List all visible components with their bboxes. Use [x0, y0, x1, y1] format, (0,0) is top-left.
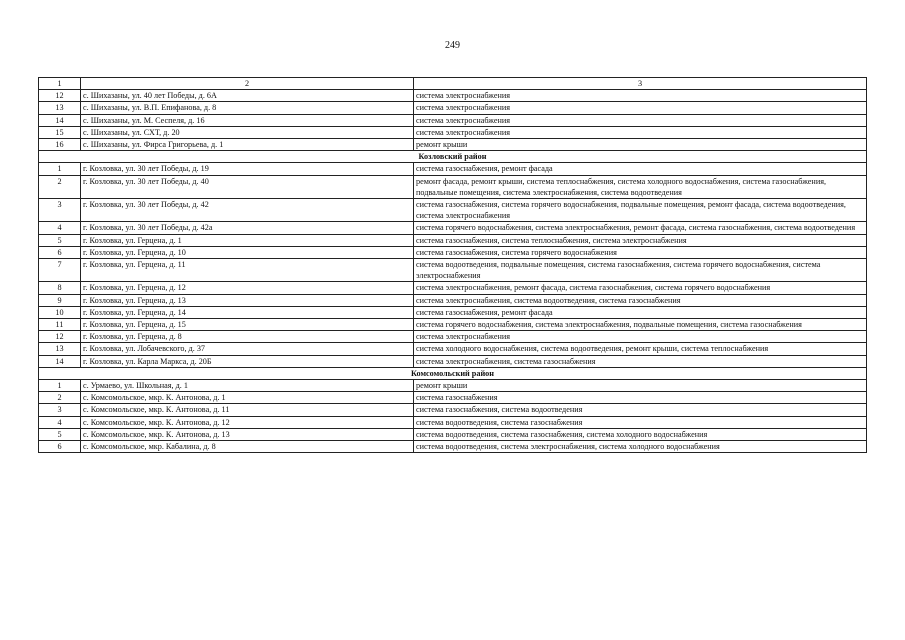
- table-row: [39, 139, 867, 151]
- row-number: 6: [39, 246, 81, 258]
- row-number: 16: [39, 139, 81, 151]
- works-cell: система газоснабжения, система водоотведения: [414, 404, 867, 416]
- table-row: [39, 319, 867, 331]
- row-number: 3: [39, 404, 81, 416]
- address-cell: с. Комсомольское, мкр. К. Антонова, д. 12: [81, 416, 414, 428]
- table-row: [39, 222, 867, 234]
- works-cell: система электроснабжения: [414, 102, 867, 114]
- address-cell: г. Козловка, ул. Герцена, д. 10: [81, 246, 414, 258]
- table-row: [39, 355, 867, 367]
- row-number: 10: [39, 306, 81, 318]
- address-cell: г. Козловка, ул. 30 лет Победы, д. 42: [81, 199, 414, 222]
- row-number: 4: [39, 416, 81, 428]
- address-cell: с. Шихазаны, ул. М. Сеспеля, д. 16: [81, 114, 414, 126]
- table-row: [39, 306, 867, 318]
- table-row: [39, 90, 867, 102]
- table-row: [39, 392, 867, 404]
- table-row: [39, 199, 867, 222]
- table-row: [39, 331, 867, 343]
- works-cell: система электроснабжения: [414, 90, 867, 102]
- section-row: [39, 151, 867, 163]
- row-number: 2: [39, 392, 81, 404]
- table-row: [39, 404, 867, 416]
- address-cell: г. Козловка, ул. Лобачевского, д. 37: [81, 343, 414, 355]
- header-col-2: 2: [81, 78, 414, 90]
- table-row: [39, 175, 867, 198]
- address-cell: с. Шихазаны, ул. Фирса Григорьева, д. 1: [81, 139, 414, 151]
- works-cell: ремонт фасада, ремонт крыши, система теплоснабжения, система холодного водоснабжения, система газоснабжения, подвальные помещения, система электроснабжения, система водоотведения: [414, 175, 867, 198]
- works-cell: ремонт крыши: [414, 380, 867, 392]
- works-cell: система газоснабжения, система горячего водоснабжения, подвальные помещения, ремонт фасада, система водоотведения, система электроснабжения: [414, 199, 867, 222]
- table-body: [39, 90, 867, 453]
- works-cell: система электроснабжения, система водоотведения, система газоснабжения: [414, 294, 867, 306]
- row-number: 5: [39, 428, 81, 440]
- section-row: [39, 367, 867, 379]
- address-cell: г. Козловка, ул. Герцена, д. 8: [81, 331, 414, 343]
- table-row: [39, 428, 867, 440]
- address-cell: с. Комсомольское, мкр. К. Антонова, д. 13: [81, 428, 414, 440]
- works-cell: система газоснабжения: [414, 392, 867, 404]
- table-row: [39, 282, 867, 294]
- works-cell: система горячего водоснабжения, система электроснабжения, ремонт фасада, система газоснабжения, система водоотведения: [414, 222, 867, 234]
- works-cell: система газоснабжения, ремонт фасада: [414, 163, 867, 175]
- works-cell: система электроснабжения: [414, 126, 867, 138]
- works-cell: система водоотведения, система газоснабжения, система холодного водоснабжения: [414, 428, 867, 440]
- row-number: 1: [39, 163, 81, 175]
- row-number: 14: [39, 355, 81, 367]
- section-title: Козловский район: [39, 151, 867, 163]
- row-number: 8: [39, 282, 81, 294]
- row-number: 7: [39, 259, 81, 282]
- address-cell: с. Комсомольское, мкр. К. Антонова, д. 1: [81, 392, 414, 404]
- works-cell: система электроснабжения: [414, 114, 867, 126]
- row-number: 6: [39, 441, 81, 453]
- works-cell: система электроснабжения: [414, 331, 867, 343]
- works-cell: система водоотведения, подвальные помещения, система газоснабжения, система горячего водоснабжения, система электроснабжения: [414, 259, 867, 282]
- table-row: [39, 380, 867, 392]
- works-cell: система электроснабжения, система газоснабжения: [414, 355, 867, 367]
- works-cell: система электроснабжения, ремонт фасада, система газоснабжения, система горячего водоснабжения: [414, 282, 867, 294]
- address-cell: г. Козловка, ул. Карла Маркса, д. 20Б: [81, 355, 414, 367]
- header-row: [39, 78, 867, 90]
- address-cell: г. Козловка, ул. Герцена, д. 1: [81, 234, 414, 246]
- row-number: 3: [39, 199, 81, 222]
- address-cell: с. Комсомольское, мкр. Кабалина, д. 8: [81, 441, 414, 453]
- address-cell: с. Урмаево, ул. Школьная, д. 1: [81, 380, 414, 392]
- works-cell: система холодного водоснабжения, система водоотведения, ремонт крыши, система теплоснабжения: [414, 343, 867, 355]
- address-cell: г. Козловка, ул. Герцена, д. 15: [81, 319, 414, 331]
- table-row: [39, 234, 867, 246]
- works-cell: система горячего водоснабжения, система электроснабжения, подвальные помещения, система газоснабжения: [414, 319, 867, 331]
- table-row: [39, 102, 867, 114]
- address-cell: г. Козловка, ул. 30 лет Победы, д. 19: [81, 163, 414, 175]
- table-row: [39, 343, 867, 355]
- table-row: [39, 163, 867, 175]
- address-cell: г. Козловка, ул. Герцена, д. 14: [81, 306, 414, 318]
- repair-table: [38, 77, 867, 453]
- row-number: 13: [39, 102, 81, 114]
- section-title: Комсомольский район: [39, 367, 867, 379]
- row-number: 14: [39, 114, 81, 126]
- table-row: [39, 114, 867, 126]
- works-cell: система водоотведения, система газоснабжения: [414, 416, 867, 428]
- row-number: 9: [39, 294, 81, 306]
- table-row: [39, 259, 867, 282]
- row-number: 12: [39, 331, 81, 343]
- address-cell: г. Козловка, ул. Герцена, д. 13: [81, 294, 414, 306]
- row-number: 12: [39, 90, 81, 102]
- works-cell: система газоснабжения, система теплоснабжения, система электроснабжения: [414, 234, 867, 246]
- table-row: [39, 441, 867, 453]
- address-cell: с. Шихазаны, ул. 40 лет Победы, д. 6А: [81, 90, 414, 102]
- address-cell: г. Козловка, ул. 30 лет Победы, д. 42а: [81, 222, 414, 234]
- works-cell: система газоснабжения, система горячего водоснабжения: [414, 246, 867, 258]
- works-cell: система водоотведения, система электроснабжения, система холодного водоснабжения: [414, 441, 867, 453]
- address-cell: г. Козловка, ул. 30 лет Победы, д. 40: [81, 175, 414, 198]
- address-cell: с. Шихазаны, ул. СХТ, д. 20: [81, 126, 414, 138]
- address-cell: г. Козловка, ул. Герцена, д. 11: [81, 259, 414, 282]
- works-cell: ремонт крыши: [414, 139, 867, 151]
- works-cell: система газоснабжения, ремонт фасада: [414, 306, 867, 318]
- header-col-1: 1: [39, 78, 81, 90]
- row-number: 13: [39, 343, 81, 355]
- row-number: 5: [39, 234, 81, 246]
- address-cell: с. Шихазаны, ул. В.П. Епифанова, д. 8: [81, 102, 414, 114]
- row-number: 4: [39, 222, 81, 234]
- header-col-3: 3: [414, 78, 867, 90]
- table-row: [39, 246, 867, 258]
- table-row: [39, 126, 867, 138]
- row-number: 1: [39, 380, 81, 392]
- address-cell: г. Козловка, ул. Герцена, д. 12: [81, 282, 414, 294]
- row-number: 11: [39, 319, 81, 331]
- address-cell: с. Комсомольское, мкр. К. Антонова, д. 11: [81, 404, 414, 416]
- row-number: 2: [39, 175, 81, 198]
- table-row: [39, 294, 867, 306]
- page-number: 249: [445, 40, 460, 51]
- row-number: 15: [39, 126, 81, 138]
- table-row: [39, 416, 867, 428]
